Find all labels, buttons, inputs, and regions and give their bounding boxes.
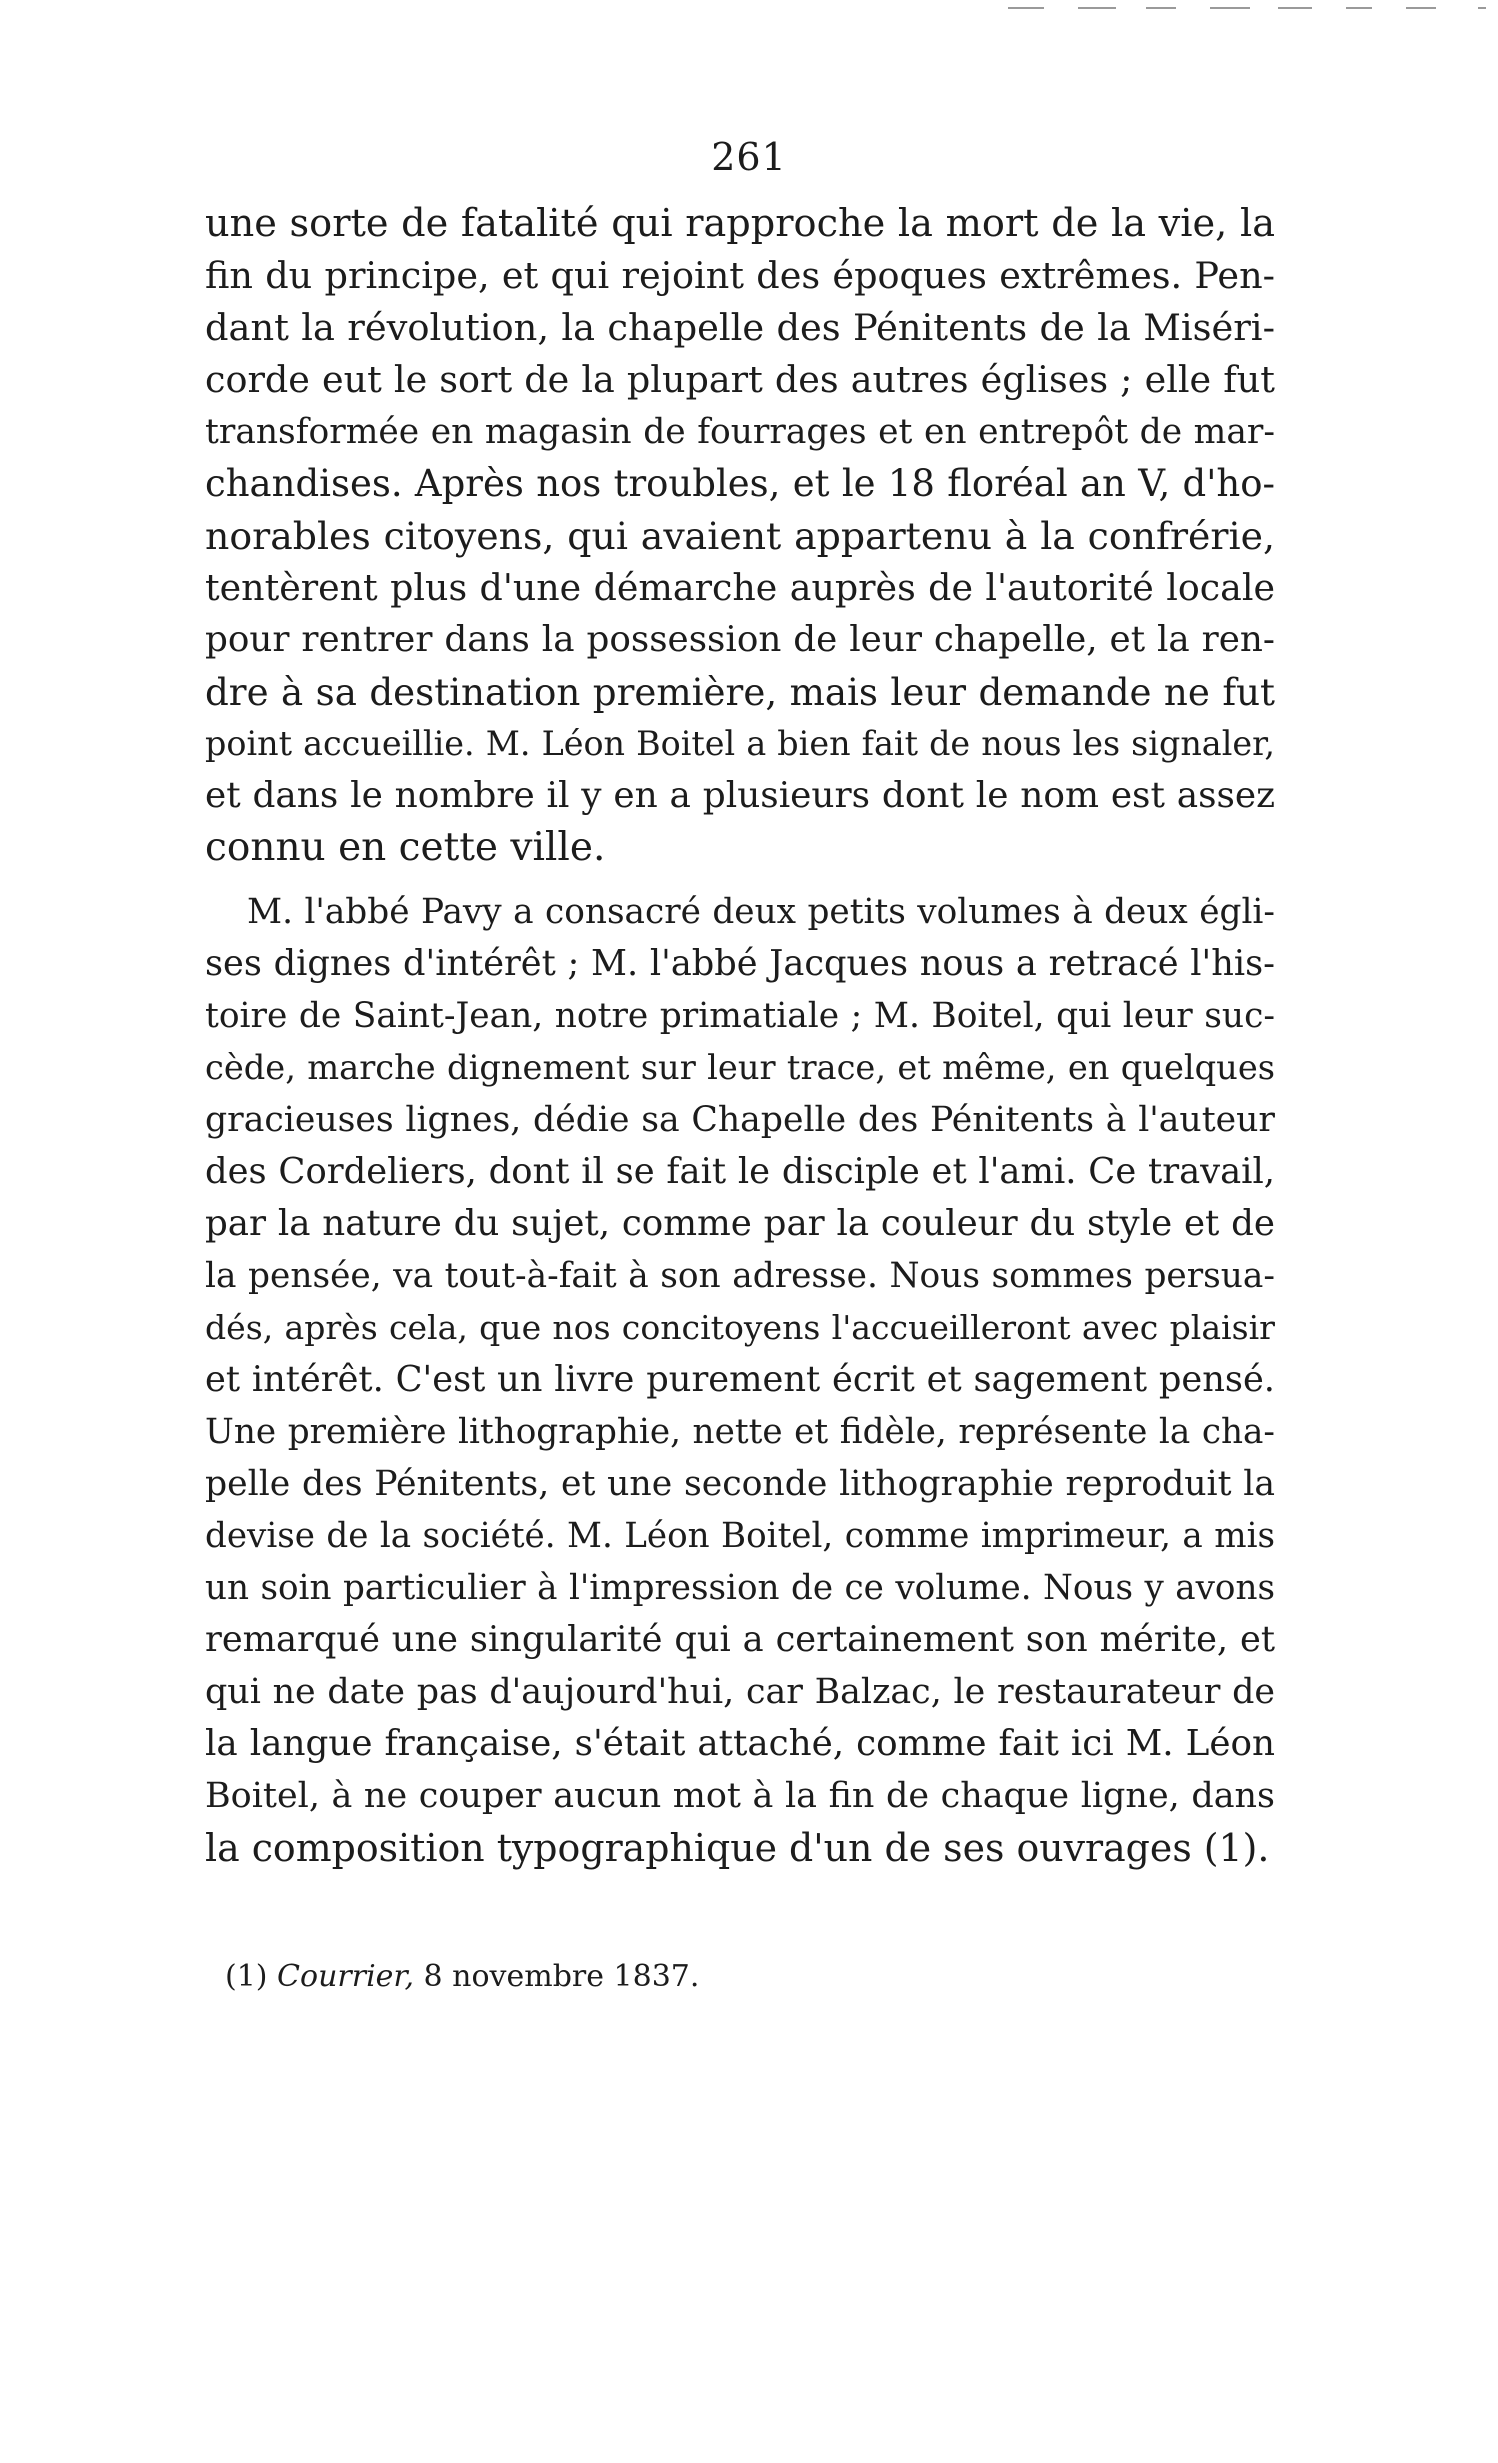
- text-line: des Cordeliers, dont il se fait le disciple et l'ami. Ce travail,: [205, 1151, 1275, 1192]
- text-line: Une première lithographie, nette et fidèle, représente la cha-: [205, 1412, 1275, 1452]
- text-line: qui ne date pas d'aujourd'hui, car Balzac, le restaurateur de: [205, 1672, 1275, 1712]
- text-line: tentèrent plus d'une démarche auprès de l'autorité locale: [205, 566, 1275, 609]
- text-line: remarqué une singularité qui a certainement son mérite, et: [205, 1619, 1275, 1660]
- text-line: la langue française, s'était attaché, comme fait ici M. Léon: [205, 1723, 1275, 1764]
- text-line: cède, marche dignement sur leur trace, et même, en quelques: [205, 1048, 1275, 1087]
- body-text: [205, 198, 1275, 1874]
- text-line: fin du principe, et qui rejoint des époques extrêmes. Pen-: [205, 254, 1275, 297]
- text-line: ses dignes d'intérêt ; M. l'abbé Jacques nous a retracé l'his-: [205, 943, 1275, 984]
- footnote-date: 8 novembre 1837.: [423, 1959, 700, 1994]
- text-line: norables citoyens, qui avaient appartenu à la confrérie,: [205, 514, 1275, 558]
- text-line: M. l'abbé Pavy a consacré deux petits volumes à deux égli-: [247, 892, 1275, 932]
- text-line: la pensée, va tout-à-fait à son adresse. Nous sommes persua-: [205, 1256, 1275, 1296]
- text-line: corde eut le sort de la plupart des autres églises ; elle fut: [205, 358, 1275, 401]
- text-line: et intérêt. C'est un livre purement écrit et sagement pensé.: [205, 1359, 1275, 1400]
- footnote-source: Courrier,: [277, 1959, 414, 1994]
- text-line: pour rentrer dans la possession de leur chapelle, et la ren-: [205, 619, 1275, 660]
- scan-edge-marks: [978, 4, 1498, 12]
- text-line: chandises. Après nos troubles, et le 18 floréal an V, d'ho-: [205, 462, 1275, 505]
- text-line: dre à sa destination première, mais leur demande ne fut: [205, 670, 1275, 714]
- text-line: un soin particulier à l'impression de ce volume. Nous y avons: [205, 1568, 1275, 1608]
- footnote: [225, 1957, 699, 1997]
- text-line: et dans le nombre il y en a plusieurs dont le nom est assez: [205, 775, 1275, 816]
- text-line: la composition typographique d'un de ses ouvrages (1).: [205, 1826, 1270, 1870]
- text-line: une sorte de fatalité qui rapproche la mort de la vie, la: [205, 201, 1275, 246]
- text-line: dant la révolution, la chapelle des Pénitents de la Miséri-: [205, 306, 1275, 349]
- text-line: gracieuses lignes, dédie sa Chapelle des Pénitents à l'auteur: [205, 1100, 1275, 1140]
- footnote-marker: (1): [225, 1959, 268, 1994]
- text-line: Boitel, à ne couper aucun mot à la fin de chaque ligne, dans: [205, 1776, 1275, 1816]
- text-line: connu en cette ville.: [205, 825, 606, 870]
- text-line: toire de Saint-Jean, notre primatiale ; M. Boitel, qui leur suc-: [205, 996, 1275, 1036]
- text-line: dés, après cela, que nos concitoyens l'accueilleront avec plaisir: [205, 1308, 1275, 1347]
- text-line: par la nature du sujet, comme par la couleur du style et de: [205, 1203, 1275, 1244]
- text-line: pelle des Pénitents, et une seconde lithographie reproduit la: [205, 1464, 1275, 1504]
- text-line: transformée en magasin de fourrages et en entrepôt de mar-: [205, 412, 1275, 452]
- text-line: point accueillie. M. Léon Boitel a bien fait de nous les signaler,: [205, 724, 1275, 763]
- page-number: 261: [711, 135, 787, 179]
- text-line: devise de la société. M. Léon Boitel, comme imprimeur, a mis: [205, 1516, 1275, 1556]
